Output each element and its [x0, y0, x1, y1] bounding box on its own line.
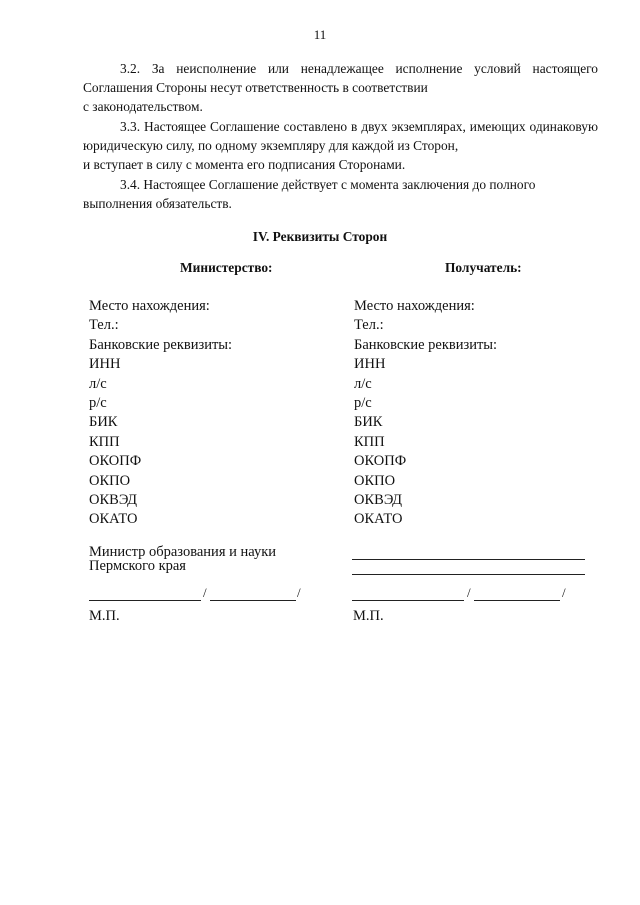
- ministry-signature-line: [89, 600, 201, 601]
- ministry-requisites: [89, 297, 232, 530]
- recipient-requisite-item: ОКПО: [354, 472, 396, 489]
- recipient-signatory-line2: [352, 574, 585, 575]
- ministry-requisite-item: ОКПО: [89, 472, 131, 489]
- recipient-requisite-item: ОКАТО: [354, 511, 403, 528]
- ministry-slash: /: [203, 585, 207, 600]
- recipient-requisite-item: р/с: [354, 395, 372, 412]
- ministry-requisite-item: Место нахождения:: [89, 298, 210, 314]
- ministry-heading: Министерство:: [180, 260, 273, 275]
- recipient-name-line: [474, 600, 560, 601]
- recipient-requisite-item: КПП: [354, 433, 385, 450]
- ministry-requisite-item: ОКВЭД: [89, 492, 138, 509]
- signatory-title-line2: Пермского края: [89, 558, 186, 574]
- ministry-requisite-item: Банковские реквизиты:: [89, 336, 233, 353]
- ministry-seal-mark: М.П.: [89, 608, 120, 624]
- recipient-heading: Получатель:: [445, 260, 522, 275]
- clause-3-2-text: 3.2. За неисполнение или ненадлежащее исполнение условий настоящего Соглашения Стороны несут ответственность в соответствии: [83, 61, 598, 95]
- page-number: 11: [313, 27, 327, 42]
- ministry-slash-end: /: [297, 585, 301, 600]
- clause-3-3: [83, 117, 598, 174]
- recipient-slash-end: /: [562, 585, 566, 600]
- signatory-title-line1: Министр образования и науки: [89, 544, 277, 560]
- recipient-requisites: [354, 297, 497, 530]
- recipient-signatory-line1: [352, 559, 585, 560]
- clause-3-4-end: выполнения обязательств.: [83, 196, 232, 211]
- ministry-requisite-item: ОКОПФ: [89, 453, 142, 470]
- ministry-requisite-item: Тел.:: [89, 317, 119, 334]
- clause-3-4-text: 3.4. Настоящее Соглашение действует с момента заключения до полного: [120, 177, 536, 192]
- recipient-requisite-item: ОКВЭД: [354, 492, 403, 509]
- ministry-name-line: [210, 600, 296, 601]
- recipient-requisite-item: БИК: [354, 414, 383, 431]
- recipient-requisite-item: Тел.:: [354, 317, 384, 334]
- recipient-slash: /: [467, 585, 471, 600]
- ministry-requisite-item: БИК: [89, 414, 118, 431]
- ministry-signatory: [89, 545, 276, 573]
- section-title: IV. Реквизиты Сторон: [252, 229, 388, 244]
- recipient-requisite-item: ОКОПФ: [354, 453, 407, 470]
- recipient-requisite-item: ИНН: [354, 356, 386, 373]
- ministry-requisite-item: р/с: [89, 395, 107, 412]
- ministry-requisite-item: л/с: [89, 375, 107, 392]
- recipient-requisite-item: л/с: [354, 375, 372, 392]
- clause-3-3-text: 3.3. Настоящее Соглашение составлено в двух экземплярах, имеющих одинаковую юридическую силу, по одному экземпляру для каждой из Сторон,: [83, 119, 598, 153]
- ministry-requisite-item: ОКАТО: [89, 511, 138, 528]
- recipient-signature-line: [352, 600, 464, 601]
- clause-3-4: [83, 175, 598, 213]
- clause-3-3-end: и вступает в силу с момента его подписания Сторонами.: [83, 157, 406, 172]
- recipient-requisite-item: Банковские реквизиты:: [354, 336, 498, 353]
- ministry-requisite-item: ИНН: [89, 356, 121, 373]
- recipient-requisite-item: Место нахождения:: [354, 298, 475, 314]
- clause-3-2: [83, 59, 598, 116]
- recipient-seal-mark: М.П.: [353, 608, 384, 624]
- clause-3-2-end: с законодательством.: [83, 99, 203, 114]
- ministry-requisite-item: КПП: [89, 433, 120, 450]
